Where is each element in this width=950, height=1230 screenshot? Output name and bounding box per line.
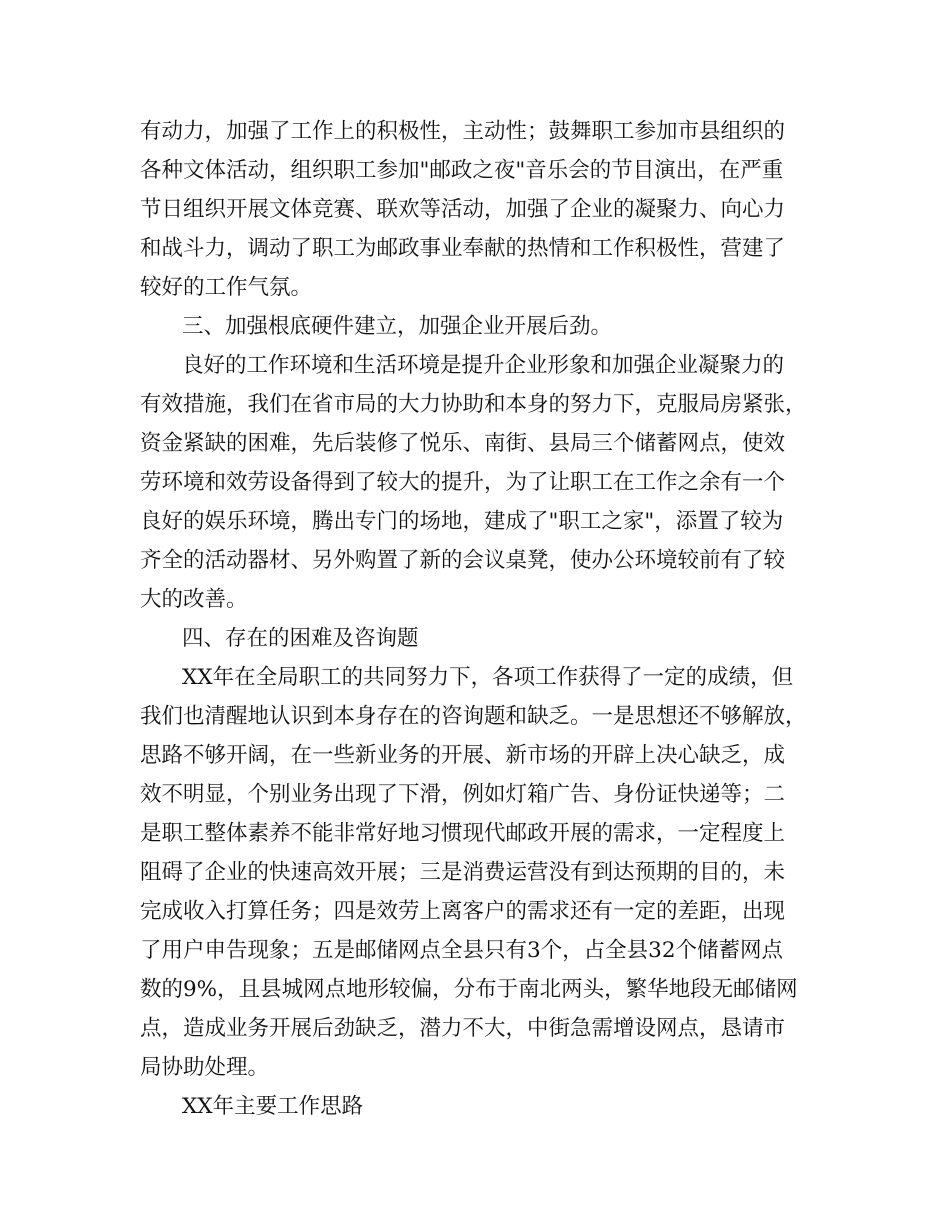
heading-line: 四、存在的困难及咨询题 [182,626,419,651]
section-heading-four [140,619,830,658]
text-line: 了用户申告现象；五是邮储网点全县只有3个，占全县32个储蓄网点 [140,938,784,963]
text-line: XX年在全局职工的共同努力下，各项工作获得了一定的成绩，但 [182,665,794,690]
text-line: 我们也清醒地认识到本身存在的咨询题和缺乏。一是思想还不够解放， [140,704,807,729]
text-line: 思路不够开阔，在一些新业务的开展、新市场的开辟上决心缺乏，成 [140,743,786,768]
heading-line: 三、加强根底硬件建立，加强企业开展后劲。 [182,314,613,339]
text-line: 阻碍了企业的快速高效开展；三是消费运营没有到达预期的目的，未 [140,860,786,885]
text-line: 点，造成业务开展后劲缺乏，潜力不大，中街急需增设网点，恳请市 [140,1016,786,1041]
text-line: 良好的娱乐环境，腾出专门的场地，建成了"职工之家"，添置了较为 [140,509,784,534]
paragraph-environment [140,346,830,619]
text-line: 效不明显，个别业务出现了下滑，例如灯箱广告、身份证快递等；二 [140,782,786,807]
text-line: 有动力，加强了工作上的积极性，主动性；鼓舞职工参加市县组织的 [140,119,786,144]
section-heading-three [140,307,830,346]
document-body [140,112,830,1126]
text-line: 数的9%，且县城网点地形较偏，分布于南北两头，繁华地段无邮储网 [140,977,798,1002]
text-line: 节日组织开展文体竞赛、联欢等活动，加强了企业的凝聚力、向心力 [140,197,786,222]
text-line: 齐全的活动器材、另外购置了新的会议桌凳，使办公环境较前有了较 [140,548,786,573]
text-line: 和战斗力，调动了职工为邮政事业奉献的热情和工作积极性，营建了 [140,236,786,261]
section-heading-work-plan [140,1087,830,1126]
text-line: 各种文体活动，组织职工参加"邮政之夜"音乐会的节目演出，在严重 [140,158,784,183]
text-line: 较好的工作气氛。 [140,275,313,300]
paragraph-culture-activities [140,112,830,307]
text-line: 局协助处理。 [140,1055,270,1080]
text-line: 资金紧缺的困难，先后装修了悦乐、南街、县局三个储蓄网点，使效 [140,431,786,456]
paragraph-problems [140,658,830,1087]
text-line: 大的改善。 [140,587,248,612]
text-line: 是职工整体素养不能非常好地习惯现代邮政开展的需求，一定程度上 [140,821,786,846]
text-line: 完成收入打算任务；四是效劳上离客户的需求还有一定的差距，出现 [140,899,786,924]
text-line: 良好的工作环境和生活环境是提升企业形象和加强企业凝聚力的 [182,353,785,378]
heading-line: XX年主要工作思路 [182,1094,364,1119]
text-line: 劳环境和效劳设备得到了较大的提升，为了让职工在工作之余有一个 [140,470,786,495]
text-line: 有效措施，我们在省市局的大力协助和本身的努力下，克服局房紧张， [140,392,807,417]
